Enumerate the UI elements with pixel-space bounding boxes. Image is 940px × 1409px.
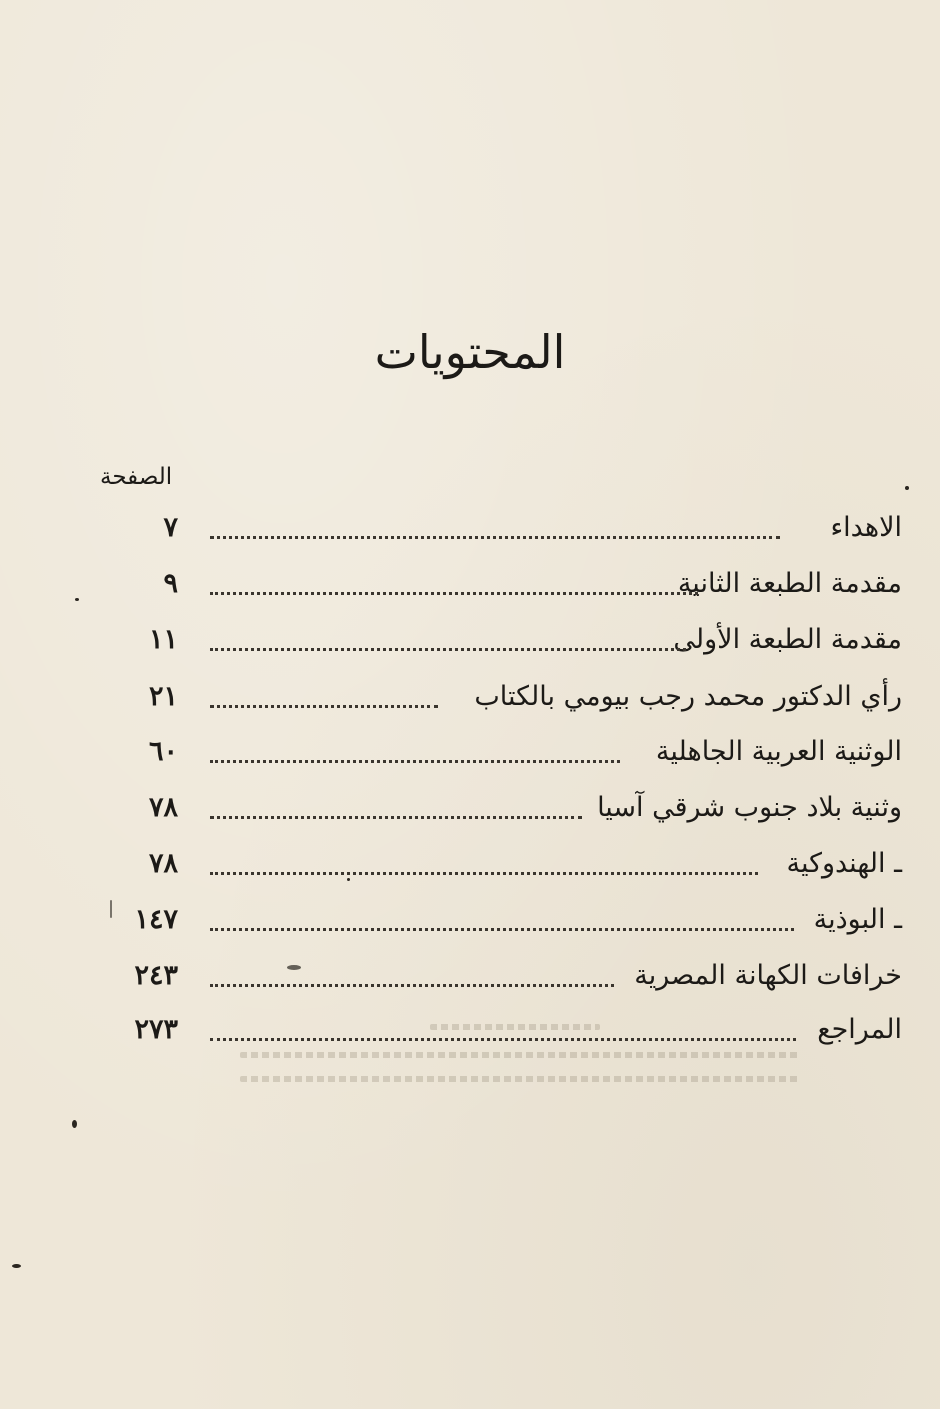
page-column-header: الصفحة bbox=[100, 464, 173, 490]
paper-speck bbox=[287, 965, 301, 970]
bleed-through-smudge bbox=[240, 1018, 800, 1098]
toc-entry-label: ـ البوذية bbox=[813, 904, 902, 935]
leader-dots bbox=[210, 592, 698, 595]
toc-page-number: ٧ bbox=[163, 512, 178, 543]
toc-row bbox=[0, 786, 940, 836]
toc-entry-label: وثنية بلاد جنوب شرقي آسيا bbox=[597, 792, 902, 823]
toc-page-number: ٢٧٣ bbox=[134, 1014, 178, 1045]
toc-row bbox=[0, 842, 940, 892]
toc-row bbox=[0, 675, 940, 725]
toc-page-number: ٧٨ bbox=[148, 792, 178, 823]
leader-dots bbox=[210, 536, 780, 539]
toc-row bbox=[0, 562, 940, 612]
paper-speck bbox=[72, 1120, 77, 1128]
paper-speck bbox=[110, 900, 112, 918]
paper-speck bbox=[75, 598, 79, 601]
toc-entry-label: خرافات الكهانة المصرية bbox=[634, 960, 902, 991]
toc-entry-label: مقدمة الطبعة الثانية bbox=[677, 568, 902, 599]
paper-speck bbox=[347, 878, 350, 881]
toc-page-number: ٢٤٣ bbox=[134, 960, 178, 991]
toc-page-number: ٧٨ bbox=[148, 848, 178, 879]
leader-dots bbox=[210, 872, 758, 875]
leader-dots bbox=[210, 648, 686, 651]
toc-row bbox=[0, 954, 940, 1004]
page-title: المحتويات bbox=[374, 325, 566, 379]
toc-row bbox=[0, 898, 940, 948]
toc-page-number: ١٤٧ bbox=[134, 904, 178, 935]
toc-page-number: ١١ bbox=[148, 624, 178, 655]
leader-dots bbox=[210, 760, 620, 763]
leader-dots bbox=[210, 984, 614, 987]
toc-page-number: ٩ bbox=[163, 568, 178, 599]
toc-entry-label: مقدمة الطبعة الأولى bbox=[673, 624, 902, 655]
leader-dots bbox=[210, 705, 438, 708]
toc-entry-label: الوثنية العربية الجاهلية bbox=[655, 736, 902, 767]
toc-page-number: ٢١ bbox=[148, 681, 178, 712]
toc-row bbox=[0, 618, 940, 668]
toc-page-number: ٦٠ bbox=[148, 736, 178, 767]
toc-entry-label: رأي الدكتور محمد رجب بيومي بالكتاب bbox=[474, 681, 902, 712]
paper-speck bbox=[12, 1264, 21, 1268]
leader-dots bbox=[210, 928, 794, 931]
toc-entry-label: ـ الهندوكية bbox=[786, 848, 902, 879]
paper-speck bbox=[905, 486, 909, 490]
leader-dots bbox=[210, 816, 582, 819]
toc-row bbox=[0, 506, 940, 556]
toc-entry-label: الاهداء bbox=[830, 512, 902, 543]
toc-row bbox=[0, 730, 940, 780]
toc-entry-label: المراجع bbox=[817, 1014, 902, 1045]
